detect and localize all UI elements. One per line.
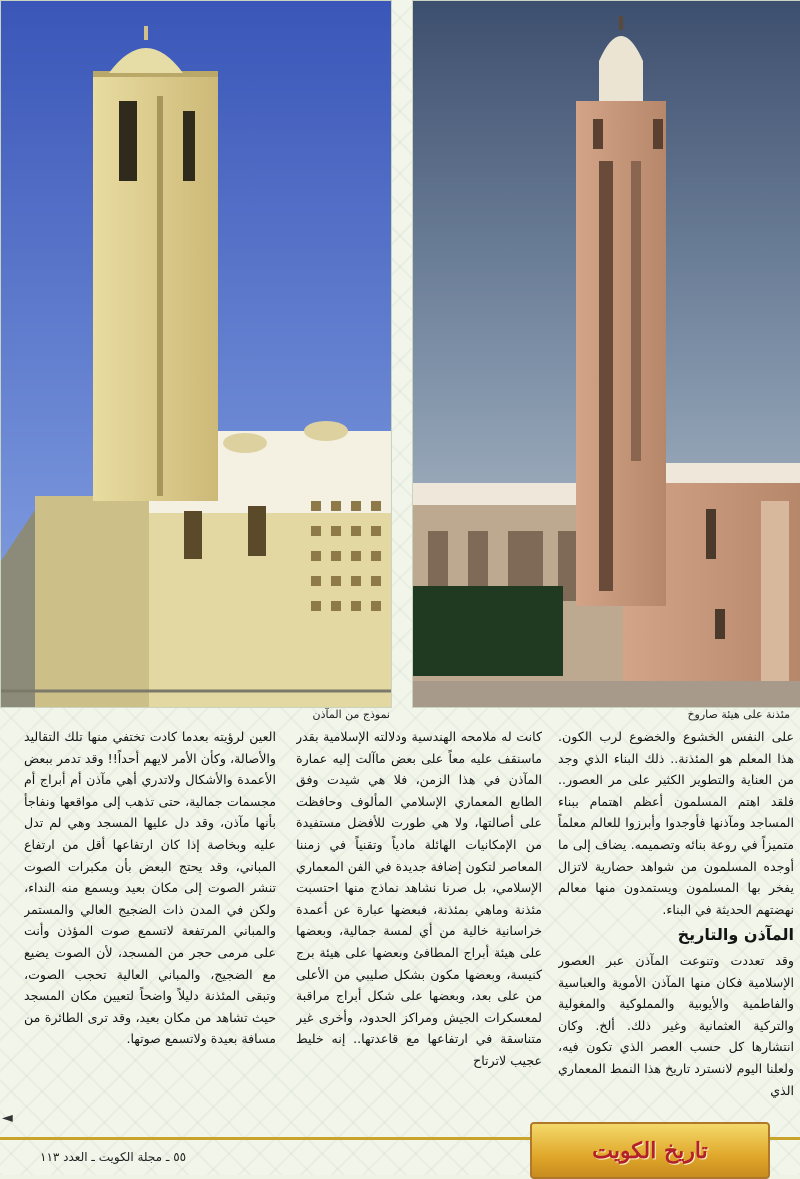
left-arrow-icon: ◄ bbox=[2, 1110, 13, 1126]
article-column-2 bbox=[296, 726, 542, 1121]
column-2-text: كانت له ملامحه الهندسية ودلالته الإسلامية بقدر ماسنقف عليه معاً على بعض ماآلت إليه عمارة المآذن في هذا الزمن، فلا هي شيدت وفق الطابع المعماري الإسلامي المألوف وحافظت على أصالتها، ولا هي طورت للأفضل مستفيدة من الإمكانيات الهائلة مادياً وتقنياً في زمننا المعاصر لتكون إضافة جديدة في الفن المعماري الإسلامي، بل صرنا نشاهد نماذج منها احتسبت مئذنة وماهي بمئذنة، فبعضها عبارة عن أعمدة خراسانية خالية من أي لمسة جمالية، وبعضها على هيئة أبراج المطافئ وبعضها على هيئة برج كنيسة، وبعضها مكون بشكل صليبي من الأعلى من على بعد، وبعضها على شكل أبراج مراقبة لمعسكرات الجيش ومراكز الحدود، وأخرى غير متناسقة في ارتفاعها مع قاعدتها.. إنه خليط عجيب لاترتاح bbox=[296, 729, 542, 1068]
column-1-continued: وقد تعددت وتنوعت المآذن عبر العصور الإسلامية فكان منها المآذن الأموية والعباسية والفاطمية والأيوبية والمملوكية والمغولية والتركية العثمانية وغير ذلك. ألخ. وكان انتشارها كل حسب العصر الذي تكون فيه، ولعلنا اليوم لانسترد تاريخ هذا النمط المعماري الذي bbox=[558, 952, 794, 1098]
minaret-dome-illustration bbox=[1, 1, 391, 707]
minaret-photo-left bbox=[0, 0, 392, 708]
rocket-minaret-illustration bbox=[413, 1, 800, 707]
page-footer: ٥٥ ـ مجلة الكويت ـ العدد ١١٣ bbox=[40, 1150, 187, 1164]
article-column-3 bbox=[24, 726, 276, 1121]
photo-caption-right: مئذنة على هيئة صاروخ bbox=[687, 708, 790, 721]
column-1-intro: على النفس الخشوع والخضوع لرب الكون. هذا المعلم هو المئذنة.. ذلك البناء الذي وجد من العناية والتطوير الكثير على مر العصور.. فلقد اهتم المسلمون أعظم اهتمام ببناء المساجد ومآذنها فأوجدوا وأبرزوا للعالم معلماً متميزاً في روعة بنائه وتصميمه. يضاف إلى ما أوجده المسلمون من شواهد حضارية لاتزال يفخر بها المسلمون ويستمدون منها معالم نهضتهم الحديثة في البناء. bbox=[558, 729, 794, 917]
banner-title: تاريخ الكويت bbox=[592, 1137, 708, 1164]
article-column-1 bbox=[558, 726, 794, 1121]
photo-caption-left: نموذج من المآذن bbox=[312, 708, 390, 721]
minaret-photo-right bbox=[412, 0, 800, 708]
section-banner bbox=[530, 1122, 770, 1179]
column-3-text: العين لرؤيته بعدما كادت تختفي منها تلك التقاليد والأصالة، وكأن الأمر لايهم أحداً!! وقد تدمر ببعض الأعمدة والأشكال ولاتدري أهي مآذن أم أبراج أم مجسمات جمالية، حتى تذهب إلى مواقعها ونفاجأ بأنها مآذن، وقد دل عليها المسجد وهي لم تدل عليه وبخاصة إذا كان ارتفاعها أقل من ارتفاع المباني، وقد يحتج البعض بأن مكبرات الصوت تنشر الصوت إلى مكان بعيد ويسمع منه النداء، ولكن في المدن ذات الضجيج العالي والمستمر والمباني المرتفعة لاتسمع صوت المؤذن وأنت على مرمى حجر من المسجد، لأن الصوت يضيع مع الضجيج، والمباني العالية تحجب الصوت، وتبقى المئذنة دليلاً واضحاً لتعيين مكان المسجد حيث تشاهد من مكان بعيد، وقد ترى الطائرة من مسافة بعيدة ولاتسمع صوتها. bbox=[24, 729, 276, 1047]
section-heading: المآذن والتاريخ bbox=[677, 925, 794, 945]
